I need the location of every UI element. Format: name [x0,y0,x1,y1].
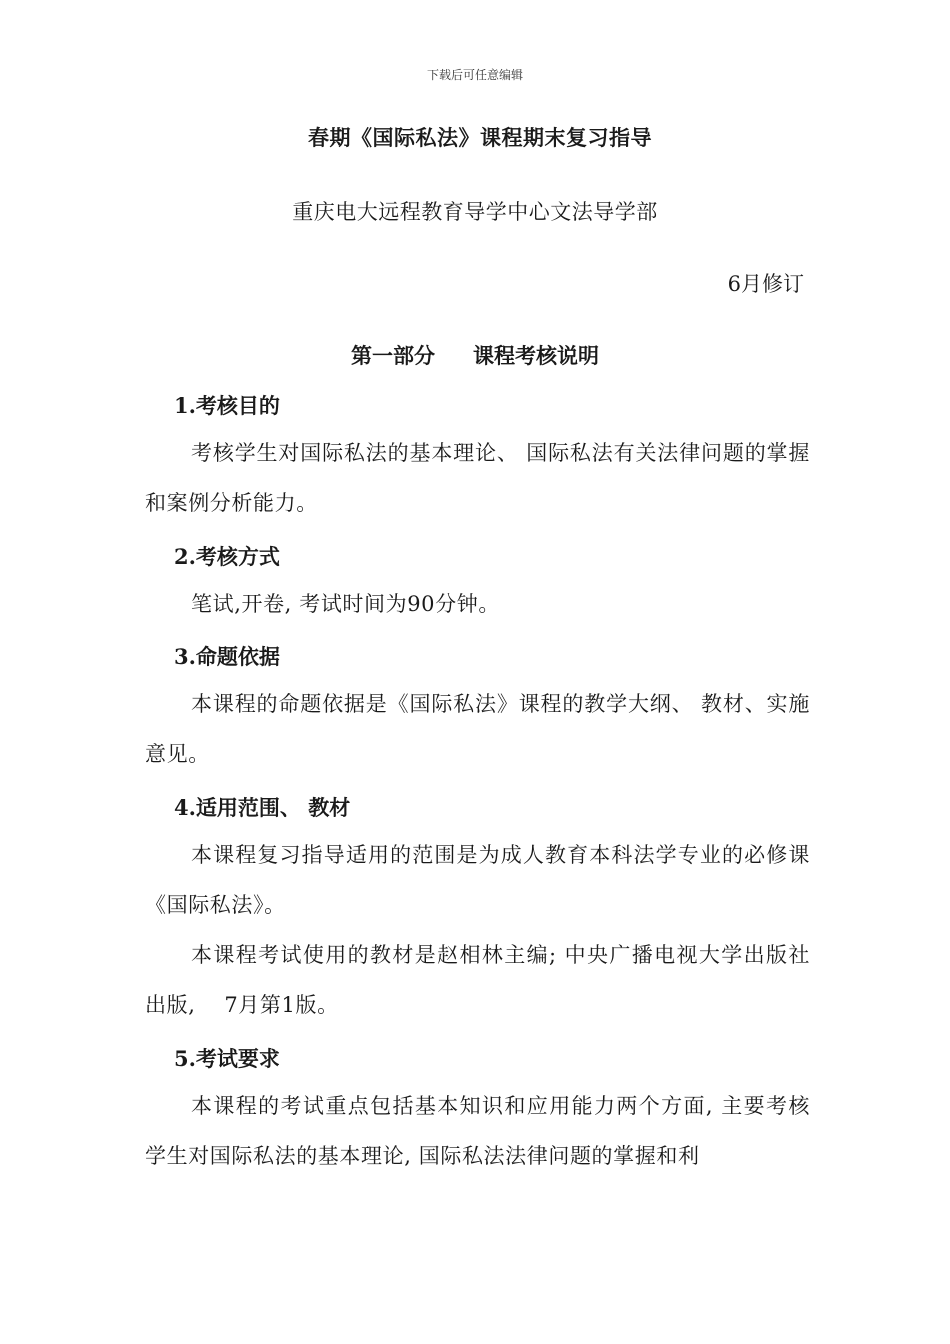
section-5-heading: 5.考试要求 [174,1046,280,1071]
revision-note: 6月修订 [727,272,804,296]
part-heading [0,340,950,370]
section-4-paragraph-2: 本课程考试使用的教材是赵相林主编; 中央广播电视大学出版社出版, 7月第1版。 [145,943,810,1017]
part-name: 课程考核说明 [473,343,599,368]
section-2-paragraph: 笔试,开卷, 考试时间为90分钟。 [191,592,500,616]
document-title: 春期《国际私法》课程期末复习指导 [308,125,652,150]
section-4-heading: 4.适用范围、 教材 [174,795,351,820]
part-number: 第一部分 [351,343,435,368]
section-5-paragraph: 本课程的考试重点包括基本知识和应用能力两个方面, 主要考核学生对国际私法的基本理论, 国际私法法律问题的掌握和利 [145,1094,810,1168]
document-organization: 重庆电大远程教育导学中心文法导学部 [292,200,658,224]
section-4-paragraph-1: 本课程复习指导适用的范围是为成人教育本科法学专业的必修课《国际私法》。 [145,843,810,917]
header-note: 下载后可任意编辑 [426,68,523,82]
section-3-paragraph: 本课程的命题依据是《国际私法》课程的教学大纲、 教材、实施意见。 [145,692,810,766]
section-1-paragraph: 考核学生对国际私法的基本理论、 国际私法有关法律问题的掌握和案例分析能力。 [145,441,810,515]
section-1-heading: 1.考核目的 [174,393,280,418]
section-2-heading: 2.考核方式 [174,544,280,569]
section-3-heading: 3.命题依据 [174,644,280,669]
